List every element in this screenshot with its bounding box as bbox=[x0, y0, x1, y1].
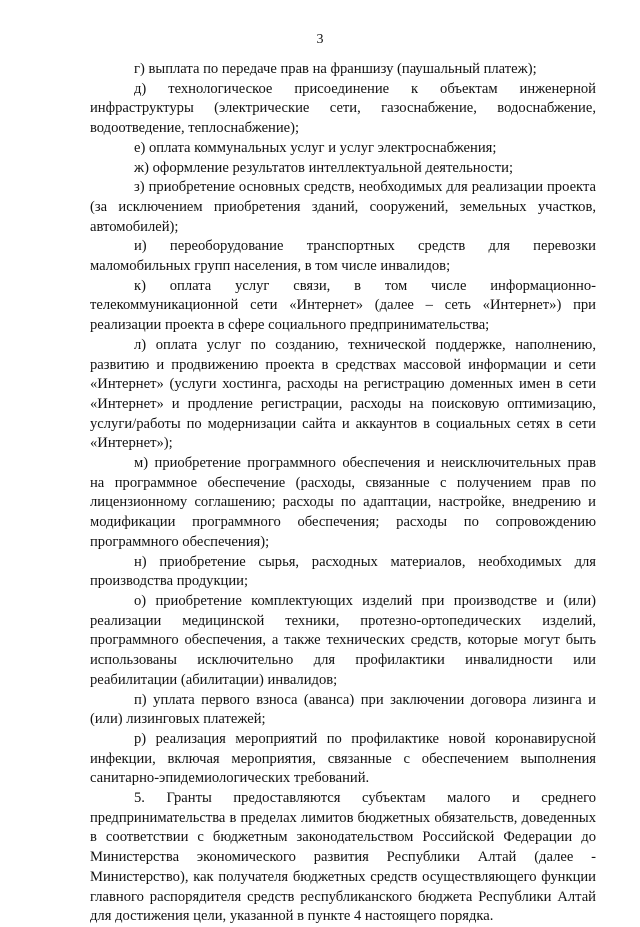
paragraph-l: л) оплата услуг по созданию, технической поддержке, наполнению, развитию и продвижению проекта в средствах массовой информации и сети «Интернет» (услуги хостинга, расходы на регистрацию доменных имен в сети «Интернет» и продление регистрации, расходы на поисковую оптимизацию, услуги/работы по модернизации сайта и аккаунтов в социальных сетях в сети «Интернет»); bbox=[90, 336, 596, 452]
paragraph-i: и) переоборудование транспортных средств для перевозки маломобильных групп населения, в том числе инвалидов; bbox=[90, 238, 596, 275]
paragraph-d: д) технологическое присоединение к объектам инженерной инфраструктуры (электрические сети, газоснабжение, водоснабжение, водоотведение, теплоснабжение); bbox=[90, 80, 596, 137]
paragraph-5: 5. Гранты предоставляются субъектам малого и среднего предпринимательства в пределах лимитов бюджетных обязательств, доведенных в соответствии с бюджетным законодательством Российской Федерации до Министерства экономического развития Республики Алтай (далее - Министерство), как получателя бюджетных средств осуществляющего функции главного распорядителя средств республиканского бюджета Республики Алтай для достижения цели, указанной в пункте 4 настоящего порядка. bbox=[90, 790, 596, 925]
paragraph-r: р) реализация мероприятий по профилактике новой коронавирусной инфекции, включая мероприятия, связанные с обеспечением выполнения санитарно-эпидемиологических требований. bbox=[90, 730, 596, 787]
paragraph-n: н) приобретение сырья, расходных материалов, необходимых для производства продукции; bbox=[90, 553, 596, 590]
paragraph-k: к) оплата услуг связи, в том числе информационно-телекоммуникационной сети «Интернет» (далее – сеть «Интернет») при реализации проекта в сфере социального предпринимательства; bbox=[90, 277, 596, 334]
paragraph-g: г) выплата по передаче прав на франшизу (паушальный платеж); bbox=[134, 61, 537, 77]
paragraph-e: е) оплата коммунальных услуг и услуг электроснабжения; bbox=[134, 139, 497, 156]
paragraph-zh: ж) оформление результатов интеллектуальной деятельности; bbox=[134, 159, 513, 176]
document-body bbox=[90, 60, 596, 927]
paragraph-o: о) приобретение комплектующих изделий при производстве и (или) реализации медицинской техники, протезно-ортопедических изделий, программного обеспечения, а также технических средств, которые могут быть использованы исключительно для профилактики инвалидности или реабилитации (абилитации) инвалидов; bbox=[90, 592, 596, 688]
paragraph-m: м) приобретение программного обеспечения и неисключительных прав на программное обеспечение (расходы, связанные с получением прав по лицензионному соглашению; расходы по адаптации, настройке, внедрению и модификации программного обеспечения; расходы по сопровождению программного обеспечения); bbox=[90, 455, 596, 550]
page-number: 3 bbox=[316, 32, 324, 47]
paragraph-p: п) уплата первого взноса (аванса) при заключении договора лизинга и (или) лизинговых платежей; bbox=[90, 691, 596, 728]
paragraph-z: з) приобретение основных средств, необходимых для реализации проекта (за исключением приобретения зданий, сооружений, земельных участков, автомобилей); bbox=[90, 179, 596, 235]
